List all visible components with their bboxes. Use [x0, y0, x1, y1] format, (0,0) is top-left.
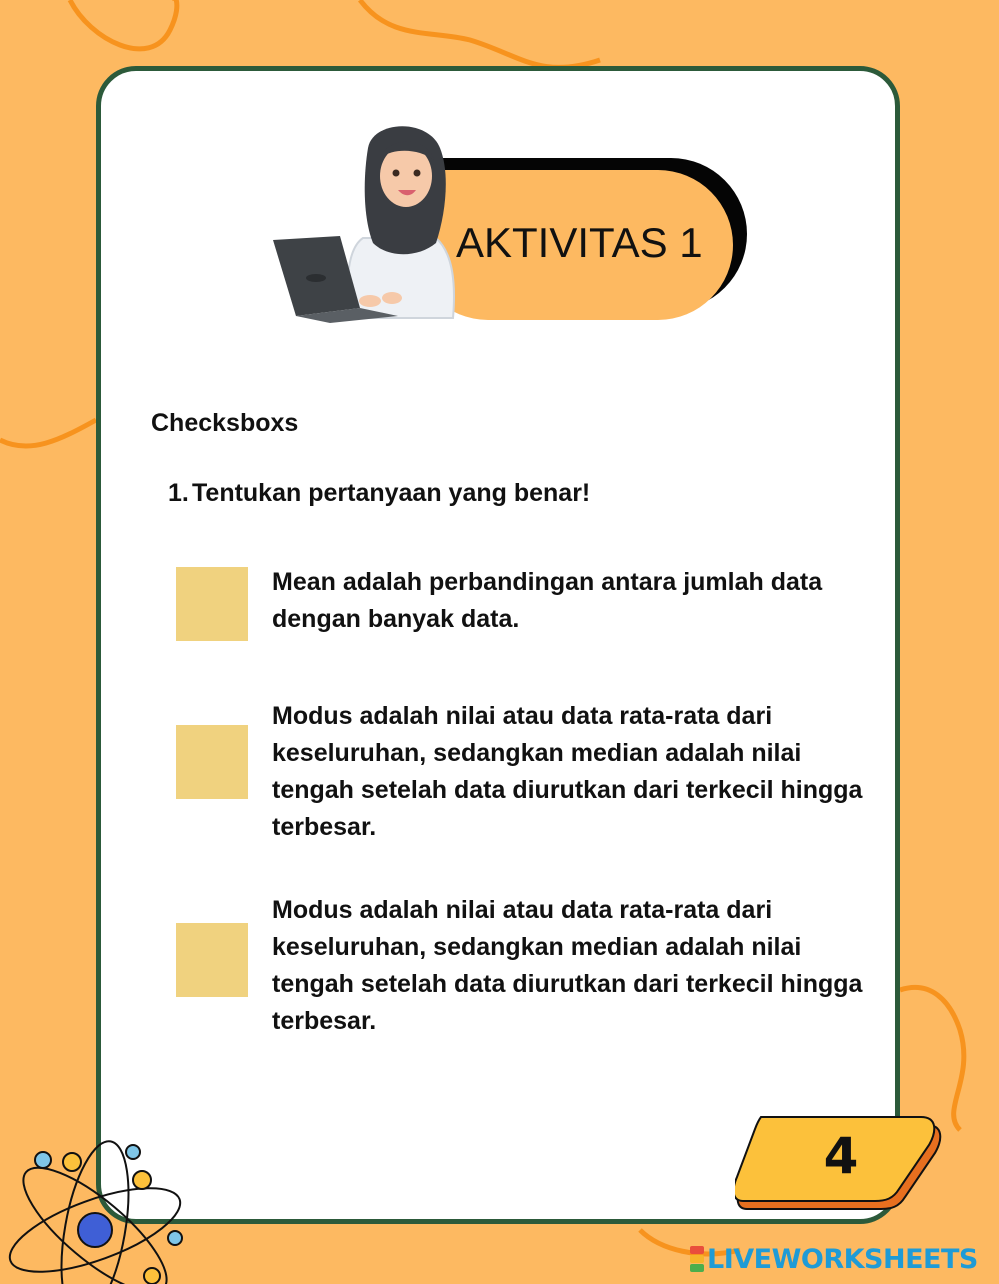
question [168, 479, 590, 508]
page-number: 4 [823, 1127, 859, 1185]
question-number: 1. [168, 479, 189, 507]
atom-icon [0, 1130, 200, 1284]
page-number-badge [735, 1115, 945, 1215]
question-text: Tentukan pertanyaan yang benar! [192, 479, 591, 507]
option-3-checkbox[interactable] [176, 923, 248, 997]
option-1-checkbox[interactable] [176, 567, 248, 641]
option-1-text: Mean adalah perbandingan antara jumlah data dengan banyak data. [272, 568, 823, 633]
option-3-text: Modus adalah nilai atau data rata-rata dari keseluruhan, sedangkan median adalah nilai tengah setelah data diurutkan dari terkecil hingga terbesar. [272, 896, 863, 1035]
option-2-text: Modus adalah nilai atau data rata-rata dari keseluruhan, sedangkan median adalah nilai tengah setelah data diurutkan dari terkecil hingga terbesar. [272, 702, 863, 841]
option-2-checkbox[interactable] [176, 725, 248, 799]
brand-name: LIVEWORKSHEETS [707, 1243, 978, 1275]
teacher-with-laptop-illustration [268, 118, 468, 328]
liveworksheets-icon [690, 1246, 704, 1273]
section-label: Checksboxs [151, 409, 299, 437]
liveworksheets-logo[interactable] [690, 1242, 978, 1276]
page-title: AKTIVITAS 1 [456, 219, 703, 266]
